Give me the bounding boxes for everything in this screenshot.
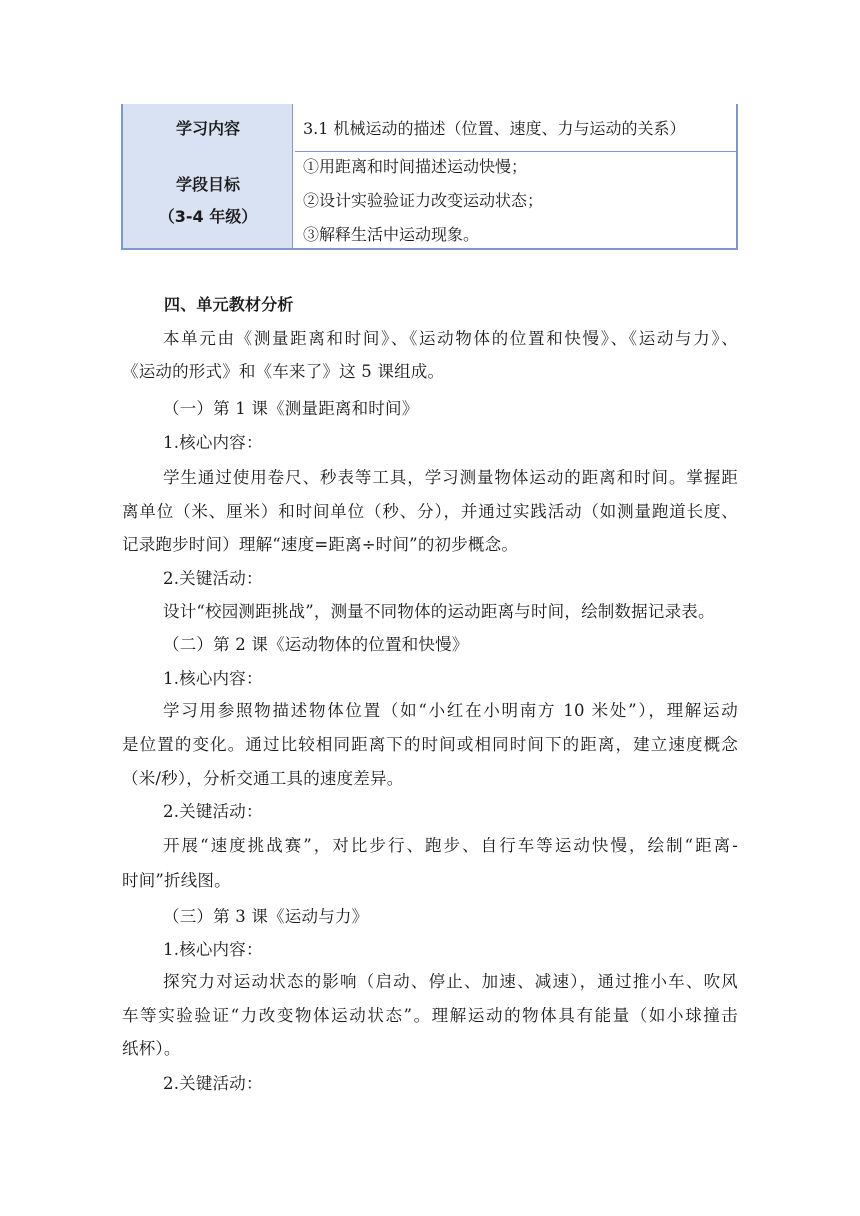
lesson3-core-line-2: 车等实验验证“力改变物体运动状态”。理解运动的物体具有能量（如小球撞击 xyxy=(122,1006,738,1025)
lesson3-core-label: 1.核心内容： xyxy=(163,940,263,959)
lesson3-core-line-1: 探究力对运动状态的影响（启动、停止、加速、减速），通过推小车、吹风 xyxy=(163,972,738,991)
lesson2-core-line-1: 学习用参照物描述物体位置（如“小红在小明南方 10 米处”），理解运动 xyxy=(163,701,738,720)
lesson2-core-label: 1.核心内容： xyxy=(163,669,263,688)
label-grade-range: （3-4 年级） xyxy=(158,207,258,226)
goal-item-1: ①用距离和时间描述运动快慢； xyxy=(303,157,528,176)
lesson3-activity-label: 2.关键活动： xyxy=(163,1074,263,1093)
intro-line-1: 本单元由《测量距离和时间》、《运动物体的位置和快慢》、《运动与力》、 xyxy=(163,329,738,348)
lesson1-title: （一）第 1 课《测量距离和时间》 xyxy=(163,399,419,418)
lesson2-activity-line-2: 时间”折线图。 xyxy=(122,871,231,890)
label-learning-content: 学习内容 xyxy=(175,119,240,138)
goal-item-2: ②设计实验验证力改变运动状态； xyxy=(303,191,544,210)
lesson1-core-line-3: 记录跑步时间）理解“速度=距离÷时间”的初步概念。 xyxy=(122,535,519,554)
lesson1-core-line-2: 离单位（米、厘米）和时间单位（秒、分），并通过实践活动（如测量跑道长度、 xyxy=(122,502,738,521)
lesson3-title: （三）第 3 课《运动与力》 xyxy=(163,907,369,926)
learning-content-value: 3.1 机械运动的描述（位置、速度、力与运动的关系） xyxy=(303,119,686,138)
section-heading: 四、单元教材分析 xyxy=(164,295,294,314)
curriculum-table xyxy=(121,104,738,250)
goal-item-3: ③解释生活中运动现象。 xyxy=(303,225,480,244)
lesson1-activity-label: 2.关键活动： xyxy=(163,569,263,588)
table-row-divider xyxy=(295,151,736,152)
lesson2-activity-line-1: 开展“速度挑战赛”，对比步行、跑步、自行车等运动快慢，绘制“距离- xyxy=(163,836,738,855)
lesson2-core-line-2: 是位置的变化。通过比较相同距离下的时间或相同时间下的距离，建立速度概念 xyxy=(122,735,738,754)
lesson2-core-line-3: （米/秒），分析交通工具的速度差异。 xyxy=(122,769,404,788)
lesson3-core-line-3: 纸杯）。 xyxy=(122,1039,181,1058)
lesson1-core-line-1: 学生通过使用卷尺、秒表等工具，学习测量物体运动的距离和时间。掌握距 xyxy=(163,468,738,487)
lesson2-title: （二）第 2 课《运动物体的位置和快慢》 xyxy=(163,635,469,654)
intro-line-2: 《运动的形式》和《车来了》这 5 课组成。 xyxy=(122,362,445,381)
label-stage-goal: 学段目标 xyxy=(175,175,240,194)
lesson1-core-label: 1.核心内容： xyxy=(163,433,263,452)
lesson2-activity-label: 2.关键活动： xyxy=(163,802,263,821)
lesson1-activity-line-1: 设计“校园测距挑战”，测量不同物体的运动距离与时间，绘制数据记录表。 xyxy=(163,602,715,621)
